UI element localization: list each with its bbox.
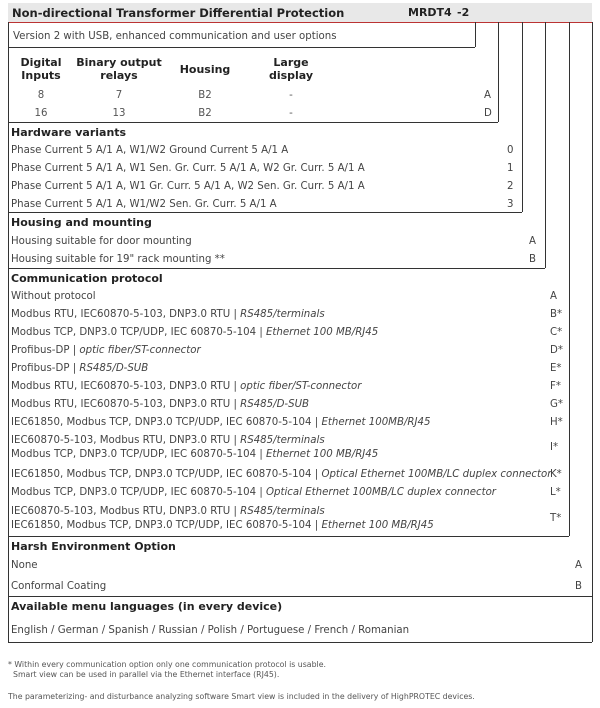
list-item-code: E* xyxy=(550,363,562,374)
list-item-code: B xyxy=(575,581,582,592)
list-item-code: 3 xyxy=(507,199,514,210)
list-item-code: G* xyxy=(550,399,563,410)
table-cell: 13 xyxy=(112,108,126,119)
list-item: IEC60870-5-103, Modbus RTU, DNP3.0 RTU | RS485/terminals xyxy=(11,506,325,517)
list-item-code: T* xyxy=(550,513,562,524)
list-item: Phase Current 5 A/1 A, W1/W2 Ground Current 5 A/1 A xyxy=(11,145,289,156)
table-row-code: D xyxy=(484,108,492,119)
page-title: Non-directional Transformer Differential Protection xyxy=(12,6,345,20)
table-cell: 8 xyxy=(37,90,45,101)
list-item-code: B xyxy=(529,254,536,265)
list-item-line2: Modbus TCP, DNP3.0 TCP/UDP, IEC 60870-5-104 | Ethernet 100 MB/RJ45 xyxy=(11,449,379,460)
table-cell: 16 xyxy=(34,108,48,119)
list-item: Profibus-DP | optic fiber/ST-connector xyxy=(11,345,201,356)
order-code: MRDT4 xyxy=(408,6,452,19)
list-item-code: I* xyxy=(550,442,559,453)
footnote-3: The parameterizing- and disturbance analyzing software Smart view is included in the delivery of HighPROTEC devices. xyxy=(8,692,475,701)
list-item-code: A xyxy=(550,291,557,302)
table-cell: - xyxy=(289,90,293,101)
order-code-suffix: -2 xyxy=(457,6,470,19)
table-cell: 7 xyxy=(115,90,123,101)
section-communication-title: Communication protocol xyxy=(11,272,163,285)
col-large-display: Large display xyxy=(268,56,314,82)
table-cell: B2 xyxy=(198,90,212,101)
version-text: Version 2 with USB, enhanced communication and user options xyxy=(13,31,337,42)
section-hardware-title: Hardware variants xyxy=(11,126,127,139)
list-item: Profibus-DP | RS485/D-SUB xyxy=(11,363,149,374)
list-item: Modbus TCP, DNP3.0 TCP/UDP, IEC 60870-5-104 | Ethernet 100 MB/RJ45 xyxy=(11,327,379,338)
list-item: Phase Current 5 A/1 A, W1/W2 Sen. Gr. Curr. 5 A/1 A xyxy=(11,199,277,210)
list-item: Phase Current 5 A/1 A, W1 Sen. Gr. Curr. 5 A/1 A, W2 Gr. Curr. 5 A/1 A xyxy=(11,163,365,174)
footnote-1: * Within every communication option only one communication protocol is usable. xyxy=(8,660,326,669)
list-item-code: 2 xyxy=(507,181,514,192)
list-item: Conformal Coating xyxy=(11,581,107,592)
col-binary-outputs: Binary output relays xyxy=(76,56,162,82)
list-item-code: L* xyxy=(550,487,561,498)
list-item: Modbus RTU, IEC60870-5-103, DNP3.0 RTU | RS485/terminals xyxy=(11,309,325,320)
table-cell: - xyxy=(289,108,293,119)
list-item-code: D* xyxy=(550,345,563,356)
list-item-code: F* xyxy=(550,381,561,392)
list-item: Modbus RTU, IEC60870-5-103, DNP3.0 RTU | RS485/D-SUB xyxy=(11,399,310,410)
list-item: Modbus TCP, DNP3.0 TCP/UDP, IEC 60870-5-104 | Optical Ethernet 100MB/LC duplex connector xyxy=(11,487,496,498)
col-digital-inputs: Digital Inputs xyxy=(20,56,62,82)
table-cell: B2 xyxy=(198,108,212,119)
list-item-code: 0 xyxy=(507,145,514,156)
list-item: IEC61850, Modbus TCP, DNP3.0 TCP/UDP, IEC 60870-5-104 | Ethernet 100MB/RJ45 xyxy=(11,417,431,428)
list-item-code: 1 xyxy=(507,163,514,174)
list-item: Phase Current 5 A/1 A, W1 Gr. Curr. 5 A/1 A, W2 Sen. Gr. Curr. 5 A/1 A xyxy=(11,181,365,192)
list-item-code: A xyxy=(575,560,582,571)
list-item-code: K* xyxy=(550,469,562,480)
list-item-line2: IEC61850, Modbus TCP, DNP3.0 TCP/UDP, IEC 60870-5-104 | Ethernet 100 MB/RJ45 xyxy=(11,520,434,531)
list-item: Housing suitable for 19" rack mounting ** xyxy=(11,254,225,265)
list-item: None xyxy=(11,560,38,571)
list-item: Without protocol xyxy=(11,291,96,302)
footnote-2: Smart view can be used in parallel via the Ethernet interface (RJ45). xyxy=(13,670,280,679)
list-item-code: H* xyxy=(550,417,563,428)
list-item: IEC60870-5-103, Modbus RTU, DNP3.0 RTU | RS485/terminals xyxy=(11,435,325,446)
list-item-code: C* xyxy=(550,327,563,338)
list-item: Modbus RTU, IEC60870-5-103, DNP3.0 RTU | optic fiber/ST-connector xyxy=(11,381,362,392)
list-item-code: B* xyxy=(550,309,563,320)
list-item: IEC61850, Modbus TCP, DNP3.0 TCP/UDP, IEC 60870-5-104 | Optical Ethernet 100MB/LC duplex connector xyxy=(11,469,552,480)
col-housing: Housing xyxy=(179,63,231,76)
section-housing-title: Housing and mounting xyxy=(11,216,152,229)
table-row-code: A xyxy=(484,90,491,101)
section-languages-title: Available menu languages (in every device) xyxy=(11,600,283,613)
list-item-code: A xyxy=(529,236,536,247)
section-harsh-title: Harsh Environment Option xyxy=(11,540,176,553)
languages-text: English / German / Spanish / Russian / Polish / Portuguese / French / Romanian xyxy=(11,625,410,636)
list-item: Housing suitable for door mounting xyxy=(11,236,192,247)
